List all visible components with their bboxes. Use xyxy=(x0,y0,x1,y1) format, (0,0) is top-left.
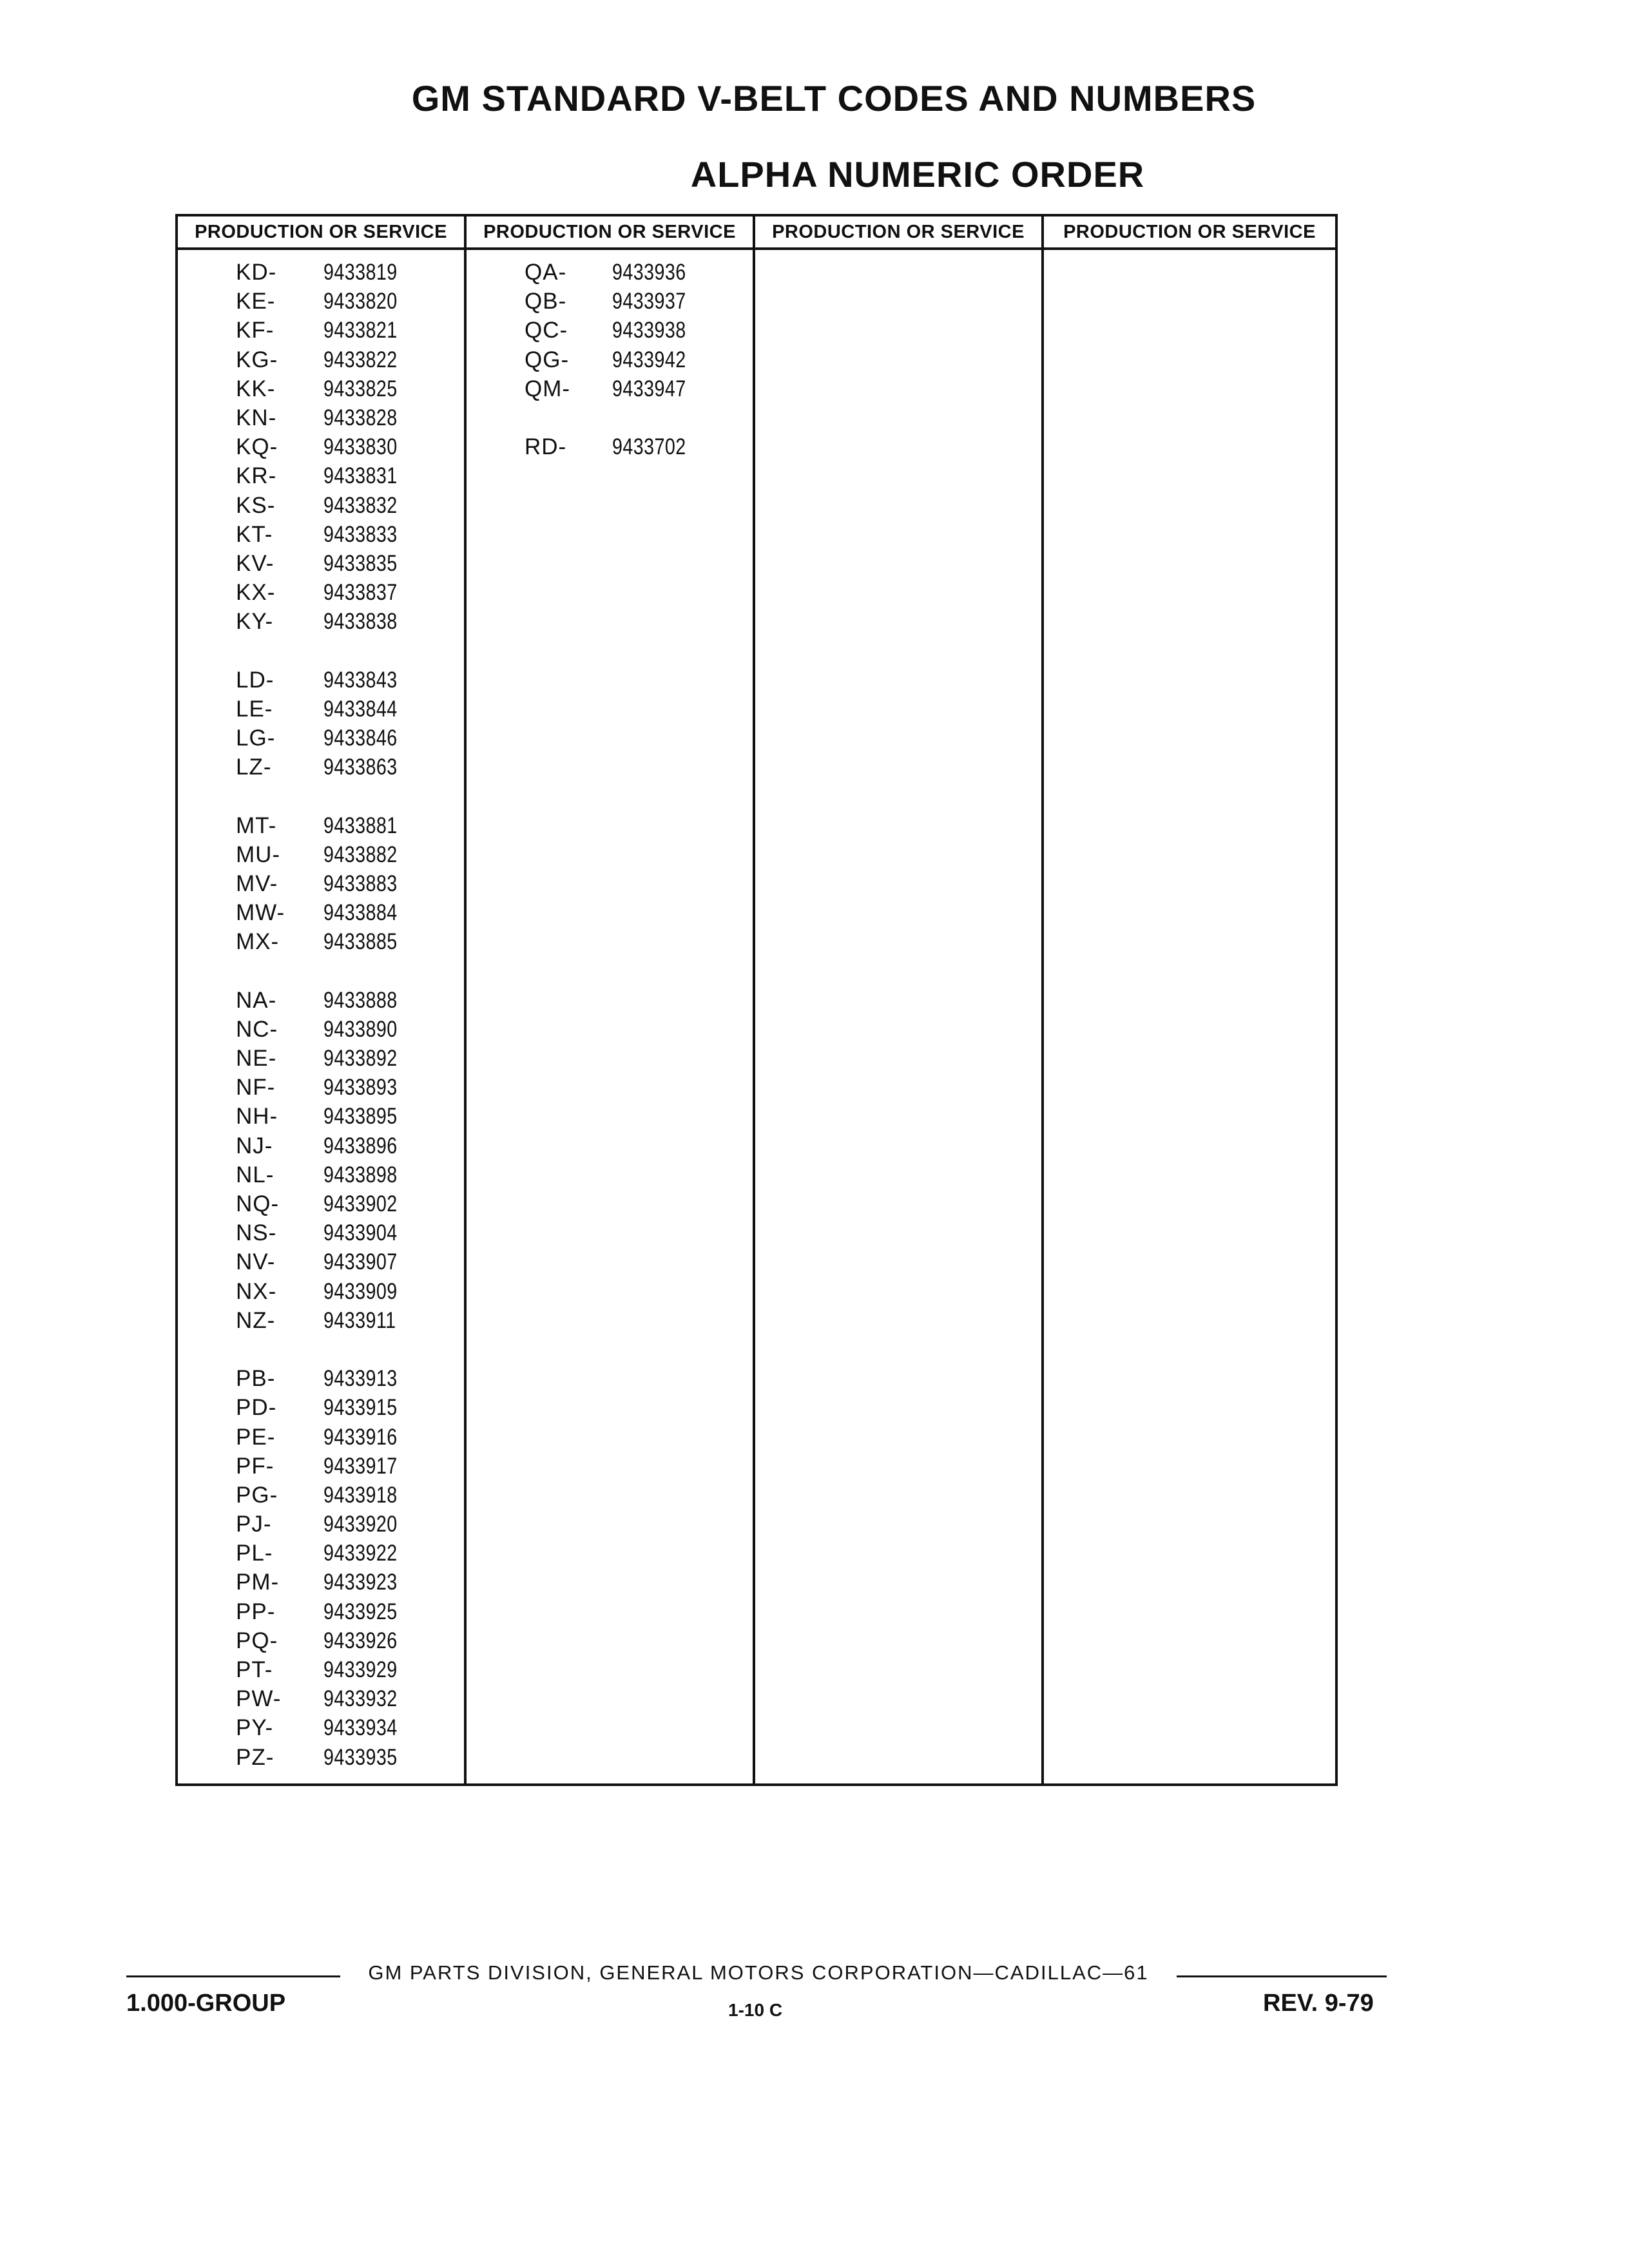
part-number: 9433835 xyxy=(323,550,398,576)
part-number: 9433942 xyxy=(612,347,686,372)
part-number: 9433819 xyxy=(323,260,398,285)
table-row xyxy=(178,986,464,1015)
part-number: 9433935 xyxy=(323,1744,398,1770)
part-number: 9433883 xyxy=(323,870,398,896)
part-number: 9433896 xyxy=(323,1133,398,1158)
table-row xyxy=(178,1423,464,1452)
part-number: 9433936 xyxy=(612,260,686,285)
table-row xyxy=(178,898,464,927)
part-number: 9433702 xyxy=(612,434,686,460)
part-number: 9433937 xyxy=(612,289,686,314)
table-row xyxy=(178,1102,464,1131)
belt-code: PP- xyxy=(236,1599,276,1624)
belt-code: KD- xyxy=(236,260,277,285)
table-row xyxy=(178,1277,464,1306)
footer-revision: REV. 9-79 xyxy=(1263,1990,1374,2017)
table-row xyxy=(178,957,464,986)
belt-code: NX- xyxy=(236,1278,277,1304)
table-row xyxy=(467,432,753,461)
part-number: 9433884 xyxy=(323,900,398,926)
belt-code: MX- xyxy=(236,929,280,955)
page-subtitle: ALPHA NUMERIC ORDER xyxy=(690,154,1145,195)
table-row xyxy=(178,520,464,549)
part-number: 9433923 xyxy=(323,1570,398,1595)
belt-code: PJ- xyxy=(236,1512,272,1537)
table-row xyxy=(178,1044,464,1073)
part-number: 9433863 xyxy=(323,754,398,780)
table-row xyxy=(178,1743,464,1772)
table-row xyxy=(178,403,464,432)
belt-code: KY- xyxy=(236,609,274,635)
part-number: 9433828 xyxy=(323,405,398,430)
table-row xyxy=(178,1655,464,1684)
table-row xyxy=(178,258,464,287)
table-row xyxy=(178,374,464,403)
table-column-1 xyxy=(178,216,467,1783)
belt-code: NV- xyxy=(236,1249,276,1275)
table-row xyxy=(178,927,464,956)
part-number: 9433947 xyxy=(612,376,686,401)
belt-code: LD- xyxy=(236,667,275,693)
belt-code: MT- xyxy=(236,812,277,838)
belt-code: NH- xyxy=(236,1104,278,1129)
table-row xyxy=(178,636,464,665)
table-row xyxy=(178,1131,464,1160)
footer-publisher: GM PARTS DIVISION, GENERAL MOTORS CORPORATION—CADILLAC—61 xyxy=(368,1961,1149,1984)
footer-group: 1.000-GROUP xyxy=(126,1990,286,2017)
belt-code: QB- xyxy=(525,289,567,314)
belt-code: NQ- xyxy=(236,1191,280,1216)
table-row xyxy=(178,1189,464,1218)
part-number: 9433888 xyxy=(323,987,398,1013)
belt-code: PW- xyxy=(236,1686,282,1712)
table-row xyxy=(178,1393,464,1422)
belt-code: RD- xyxy=(525,434,567,460)
belt-code: KV- xyxy=(236,550,275,576)
column-body xyxy=(1044,250,1335,258)
belt-code: QA- xyxy=(525,260,567,285)
part-number: 9433916 xyxy=(323,1424,398,1450)
table-row xyxy=(467,316,753,345)
table-row xyxy=(178,491,464,520)
table-row xyxy=(178,782,464,811)
belt-code: NC- xyxy=(236,1016,278,1042)
part-number: 9433929 xyxy=(323,1657,398,1682)
table-row xyxy=(178,1713,464,1742)
table-row xyxy=(178,578,464,607)
belt-code: LG- xyxy=(236,726,276,751)
belt-code: NS- xyxy=(236,1220,277,1246)
belt-code: KG- xyxy=(236,347,278,372)
table-row xyxy=(178,1247,464,1276)
belt-code: KF- xyxy=(236,318,275,343)
part-number: 9433843 xyxy=(323,667,398,693)
part-number: 9433890 xyxy=(323,1016,398,1042)
table-row xyxy=(178,287,464,316)
part-number: 9433830 xyxy=(323,434,398,460)
part-number: 9433925 xyxy=(323,1599,398,1624)
table-row xyxy=(178,724,464,753)
belt-code: NL- xyxy=(236,1162,275,1187)
part-number: 9433898 xyxy=(323,1162,398,1187)
table-row xyxy=(178,1684,464,1713)
table-row xyxy=(178,1539,464,1568)
page-title: GM STANDARD V-BELT CODES AND NUMBERS xyxy=(411,78,1257,119)
belt-code: LZ- xyxy=(236,754,272,780)
belt-code: NZ- xyxy=(236,1307,276,1333)
table-row xyxy=(178,1510,464,1539)
column-header: PRODUCTION OR SERVICE xyxy=(178,216,464,250)
column-header: PRODUCTION OR SERVICE xyxy=(467,216,753,250)
part-number: 9433844 xyxy=(323,696,398,722)
footer-rule-left xyxy=(126,1975,340,1977)
belt-code: KR- xyxy=(236,463,277,489)
table-row xyxy=(178,607,464,636)
table-row xyxy=(467,345,753,374)
belt-code: QM- xyxy=(525,376,571,401)
table-row xyxy=(178,840,464,869)
belt-code: MU- xyxy=(236,841,281,867)
part-number: 9433821 xyxy=(323,318,398,343)
part-number: 9433882 xyxy=(323,841,398,867)
table-row xyxy=(178,753,464,782)
table-row xyxy=(467,258,753,287)
part-number: 9433938 xyxy=(612,318,686,343)
column-header: PRODUCTION OR SERVICE xyxy=(1044,216,1335,250)
belt-code: QC- xyxy=(525,318,568,343)
part-number: 9433913 xyxy=(323,1366,398,1392)
belt-code: KE- xyxy=(236,289,276,314)
part-number: 9433907 xyxy=(323,1249,398,1275)
belt-code: KX- xyxy=(236,580,276,606)
table-row xyxy=(178,695,464,724)
belt-code: PF- xyxy=(236,1453,275,1479)
part-number: 9433846 xyxy=(323,726,398,751)
table-row xyxy=(178,1306,464,1335)
part-number: 9433881 xyxy=(323,812,398,838)
belt-code: PZ- xyxy=(236,1744,275,1770)
belt-code: KN- xyxy=(236,405,277,430)
table-column-4 xyxy=(1044,216,1335,1783)
table-row xyxy=(178,432,464,461)
part-number: 9433825 xyxy=(323,376,398,401)
part-number: 9433922 xyxy=(323,1541,398,1566)
table-row xyxy=(178,461,464,490)
part-number: 9433838 xyxy=(323,609,398,635)
table-row xyxy=(178,1364,464,1393)
part-number: 9433918 xyxy=(323,1482,398,1508)
belt-code: MW- xyxy=(236,900,285,926)
table-row xyxy=(178,1481,464,1510)
belt-code: NJ- xyxy=(236,1133,273,1158)
part-number: 9433820 xyxy=(323,289,398,314)
belt-code: PQ- xyxy=(236,1628,278,1653)
part-number: 9433837 xyxy=(323,580,398,606)
table-row xyxy=(178,345,464,374)
part-number: 9433932 xyxy=(323,1686,398,1712)
belt-code: PG- xyxy=(236,1482,278,1508)
table-row xyxy=(467,287,753,316)
belt-code: KS- xyxy=(236,492,276,518)
belt-code: NE- xyxy=(236,1046,277,1072)
footer-page-number: 1-10 C xyxy=(728,2000,783,2020)
belt-code: PM- xyxy=(236,1570,280,1595)
table-row xyxy=(178,811,464,840)
part-number: 9433833 xyxy=(323,521,398,547)
belt-code: PL- xyxy=(236,1541,273,1566)
column-body xyxy=(755,250,1041,258)
part-number: 9433909 xyxy=(323,1278,398,1304)
table-row xyxy=(178,1160,464,1189)
belt-code: KT- xyxy=(236,521,273,547)
table-row xyxy=(467,403,753,432)
table-column-3 xyxy=(755,216,1044,1783)
table-row xyxy=(178,1626,464,1655)
part-number: 9433934 xyxy=(323,1715,398,1741)
column-header: PRODUCTION OR SERVICE xyxy=(755,216,1041,250)
table-row xyxy=(178,1452,464,1481)
table-row xyxy=(467,374,753,403)
part-number: 9433904 xyxy=(323,1220,398,1246)
table-row xyxy=(178,869,464,898)
table-row xyxy=(178,316,464,345)
table-row xyxy=(178,549,464,578)
part-number: 9433920 xyxy=(323,1512,398,1537)
belt-code: LE- xyxy=(236,696,273,722)
part-number: 9433926 xyxy=(323,1628,398,1653)
part-number: 9433831 xyxy=(323,463,398,489)
belt-code: MV- xyxy=(236,870,278,896)
part-number: 9433915 xyxy=(323,1395,398,1421)
belt-code: KK- xyxy=(236,376,276,401)
column-body xyxy=(178,250,464,1772)
table-row xyxy=(178,1335,464,1364)
belt-code: PT- xyxy=(236,1657,273,1682)
vbelt-code-table xyxy=(175,214,1338,1786)
table-row xyxy=(178,1218,464,1247)
part-number: 9433885 xyxy=(323,929,398,955)
belt-code: NF- xyxy=(236,1075,276,1100)
table-row xyxy=(178,1073,464,1102)
part-number: 9433832 xyxy=(323,492,398,518)
part-number: 9433917 xyxy=(323,1453,398,1479)
belt-code: NA- xyxy=(236,987,277,1013)
table-row xyxy=(178,1568,464,1597)
belt-code: QG- xyxy=(525,347,570,372)
table-row xyxy=(178,666,464,695)
part-number: 9433892 xyxy=(323,1046,398,1072)
belt-code: PB- xyxy=(236,1366,276,1392)
belt-code: PY- xyxy=(236,1715,274,1741)
column-body xyxy=(467,250,753,461)
part-number: 9433822 xyxy=(323,347,398,372)
part-number: 9433902 xyxy=(323,1191,398,1216)
footer-rule-right xyxy=(1177,1975,1387,1977)
belt-code: PE- xyxy=(236,1424,276,1450)
belt-code: PD- xyxy=(236,1395,277,1421)
part-number: 9433895 xyxy=(323,1104,398,1129)
table-column-2 xyxy=(467,216,755,1783)
part-number: 9433893 xyxy=(323,1075,398,1100)
table-row xyxy=(178,1597,464,1626)
belt-code: KQ- xyxy=(236,434,278,460)
table-row xyxy=(178,1015,464,1044)
part-number: 9433911 xyxy=(323,1307,396,1333)
